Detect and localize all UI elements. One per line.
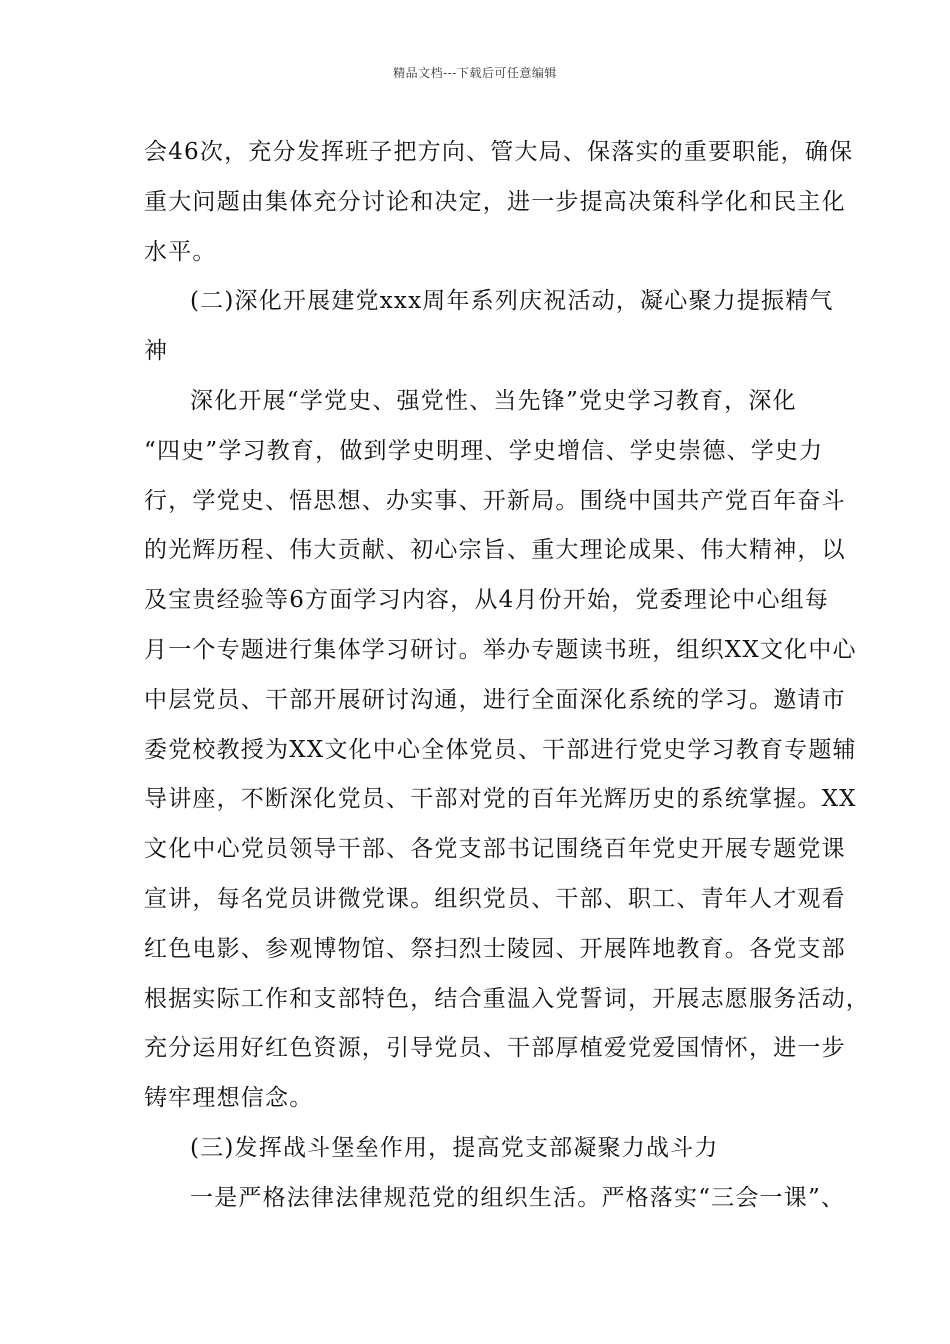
text-line: 充分运用好红色资源，引导党员、干部厚植爱党爱国情怀，进一步 (144, 1035, 846, 1062)
text-line: 及宝贵经验等6方面学习内容，从4月份开始，党委理论中心组每 (144, 587, 830, 614)
text-line: 文化中心党员领导干部、各党支部书记围绕百年党史开展专题党课 (144, 836, 846, 863)
text-line: 委党校教授为XX文化中心全体党员、干部进行党史学习教育专题辅 (144, 736, 857, 763)
text-line: 深化开展“学党史、强党性、当先锋”党史学习教育，深化 (190, 387, 797, 414)
text-line: 宣讲，每名党员讲微党课。组织党员、干部、职工、青年人才观看 (144, 885, 846, 912)
page-header: 精品文档---下载后可任意编辑 (393, 66, 557, 80)
text-line: 月一个专题进行集体学习研讨。举办专题读书班，组织XX文化中心 (144, 636, 857, 663)
text-line: (二)深化开展建党xxx周年系列庆祝活动，凝心聚力提振精气 (190, 288, 834, 315)
text-line: 神 (144, 338, 169, 365)
text-line: 红色电影、参观博物馆、祭扫烈士陵园、开展阵地教育。各党支部 (144, 935, 846, 962)
text-line: 中层党员、干部开展研讨沟通，进行全面深化系统的学习。邀请市 (144, 686, 846, 713)
text-line: 水平。 (144, 238, 217, 265)
text-line: 重大问题由集体充分讨论和决定，进一步提高决策科学化和民主化 (144, 188, 846, 215)
text-line: 的光辉历程、伟大贡献、初心宗旨、重大理论成果、伟大精神，以 (144, 537, 846, 564)
text-line: 根据实际工作和支部特色，结合重温入党誓词，开展志愿服务活动， (144, 985, 870, 1012)
document-body (144, 128, 870, 1224)
text-line: 会46次，充分发挥班子把方向、管大局、保落实的重要职能，确保 (144, 139, 854, 165)
text-line: “四史”学习教育，做到学史明理、学史增信、学史崇德、学史力 (144, 437, 824, 464)
text-line: 一是严格法律法律规范党的组织生活。严格落实“三会一课”、 (190, 1184, 846, 1211)
text-line: 导讲座，不断深化党员、干部对党的百年光辉历史的系统掌握。XX (144, 786, 857, 813)
text-line: 行，学党史、悟思想、办实事、开新局。围绕中国共产党百年奋斗 (144, 487, 846, 514)
text-line: 铸牢理想信念。 (144, 1085, 314, 1112)
text-line: (三)发挥战斗堡垒作用，提高党支部凝聚力战斗力 (190, 1134, 719, 1161)
